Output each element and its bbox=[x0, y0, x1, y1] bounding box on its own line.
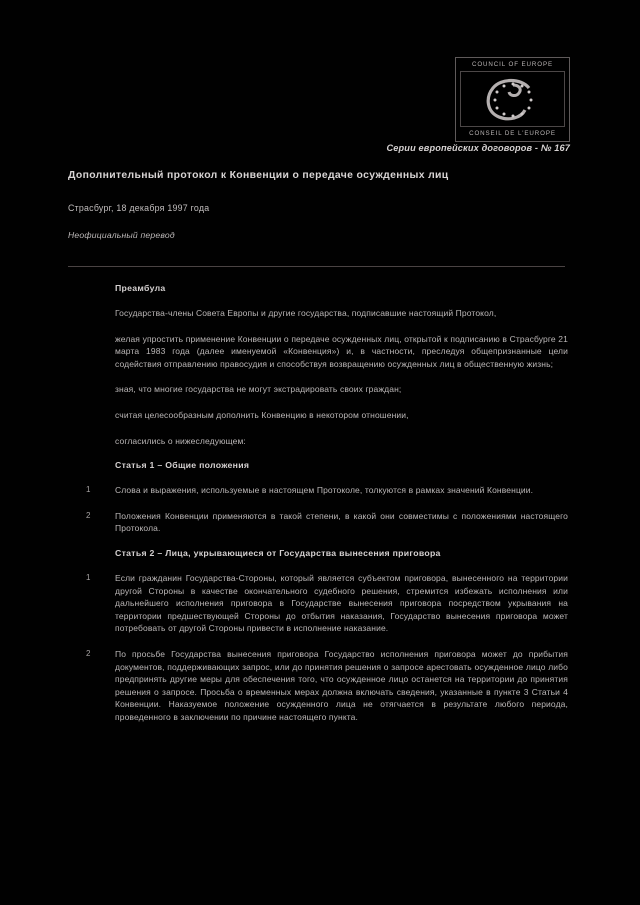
paragraph-text: считая целесообразным дополнить Конвенцию в некотором отношении, bbox=[115, 409, 409, 420]
paragraph-text: зная, что многие государства не могут экстрадировать своих граждан; bbox=[115, 384, 402, 395]
paragraph-number: 2 bbox=[86, 648, 91, 658]
body-paragraph bbox=[0, 333, 640, 371]
body-paragraph bbox=[0, 510, 640, 535]
body-paragraph bbox=[0, 435, 640, 448]
translation-note: Неофициальный перевод bbox=[68, 230, 175, 240]
section-heading bbox=[0, 548, 640, 558]
paragraph-text: Государства-члены Совета Европы и другие государства, подписавшие настоящий Протокол, bbox=[115, 308, 497, 318]
logo-bottom-text: CONSEIL DE L'EUROPE bbox=[469, 130, 556, 137]
paragraph-text: Статья 2 – Лица, укрывающиеся от Государства вынесения приговора bbox=[115, 547, 441, 558]
paragraph-text: Если гражданин Государства-Стороны, который является субъектом приговора, вынесенного на территории другой Стороны в качестве окончательного судебного решения, стремится избежать исполнения или дальнейшего исполнения приговора в Государстве вынесения приговора посредством укрывания на территории предшествующей Стороны до отбытия наказания, Государство вынесения приговора может потребовать от другой Стороны привести в исполнение наказание. bbox=[115, 572, 568, 634]
body-paragraph bbox=[0, 307, 640, 320]
paragraph-text: Статья 1 – Общие положения bbox=[115, 460, 250, 471]
body-paragraph bbox=[0, 648, 640, 724]
body-paragraph bbox=[0, 572, 640, 635]
paragraph-text: Слова и выражения, используемые в настоящем Протоколе, толкуются в рамках значений Конвенции. bbox=[115, 485, 534, 496]
paragraph-number: 2 bbox=[86, 510, 91, 520]
body-paragraph bbox=[0, 484, 640, 497]
document-body bbox=[0, 283, 640, 736]
place-and-date: Страсбург, 18 декабря 1997 года bbox=[68, 203, 210, 213]
section-heading bbox=[0, 283, 640, 293]
council-of-europe-emblem-icon bbox=[460, 71, 565, 127]
paragraph-text: согласились о нижеследующем: bbox=[115, 435, 246, 446]
logo-box bbox=[455, 57, 570, 142]
page-title: Дополнительный протокол к Конвенции о передаче осужденных лиц bbox=[68, 170, 449, 181]
paragraph-text: Положения Конвенции применяются в такой степени, в какой они совместимы с положениями настоящего Протокола. bbox=[115, 510, 568, 534]
paragraph-text: желая упростить применение Конвенции о передаче осужденных лиц, открытой к подписанию в Страсбурге 21 марта 1983 года (далее именуемой «Конвенция») и, в частности, преследуя общепризнанные цели содействия отправлению правосудия и способствуя возвращению осужденных лиц в общественную жизнь; bbox=[115, 333, 568, 369]
header-divider bbox=[68, 266, 565, 267]
section-heading bbox=[0, 460, 640, 470]
council-of-europe-logo bbox=[455, 57, 570, 142]
body-paragraph bbox=[0, 409, 640, 422]
paragraph-number: 1 bbox=[86, 485, 91, 495]
logo-top-text: COUNCIL OF EUROPE bbox=[471, 61, 554, 68]
paragraph-text: Преамбула bbox=[115, 283, 166, 293]
treaty-series-number: Серии европейских договоров - № 167 bbox=[386, 143, 570, 153]
body-paragraph bbox=[0, 383, 640, 396]
paragraph-text: По просьбе Государства вынесения приговора Государство исполнения приговора может до прибытия документов, поддерживающих запрос, или до принятия решения о запросе арестовать осужденное лицо либо предпринять другие меры для обеспечения того, что осужденное лицо останется на территории до принятия решения о запросе. Просьба о временных мерах должна включать сведения, указанные в пункте 3 Статьи 4 Конвенции. Наказуемое положение осужденного лица не отягчается в результате любого периода, проведенного в заключении по причине настоящего пункта. bbox=[115, 648, 568, 722]
paragraph-number: 1 bbox=[86, 572, 91, 582]
